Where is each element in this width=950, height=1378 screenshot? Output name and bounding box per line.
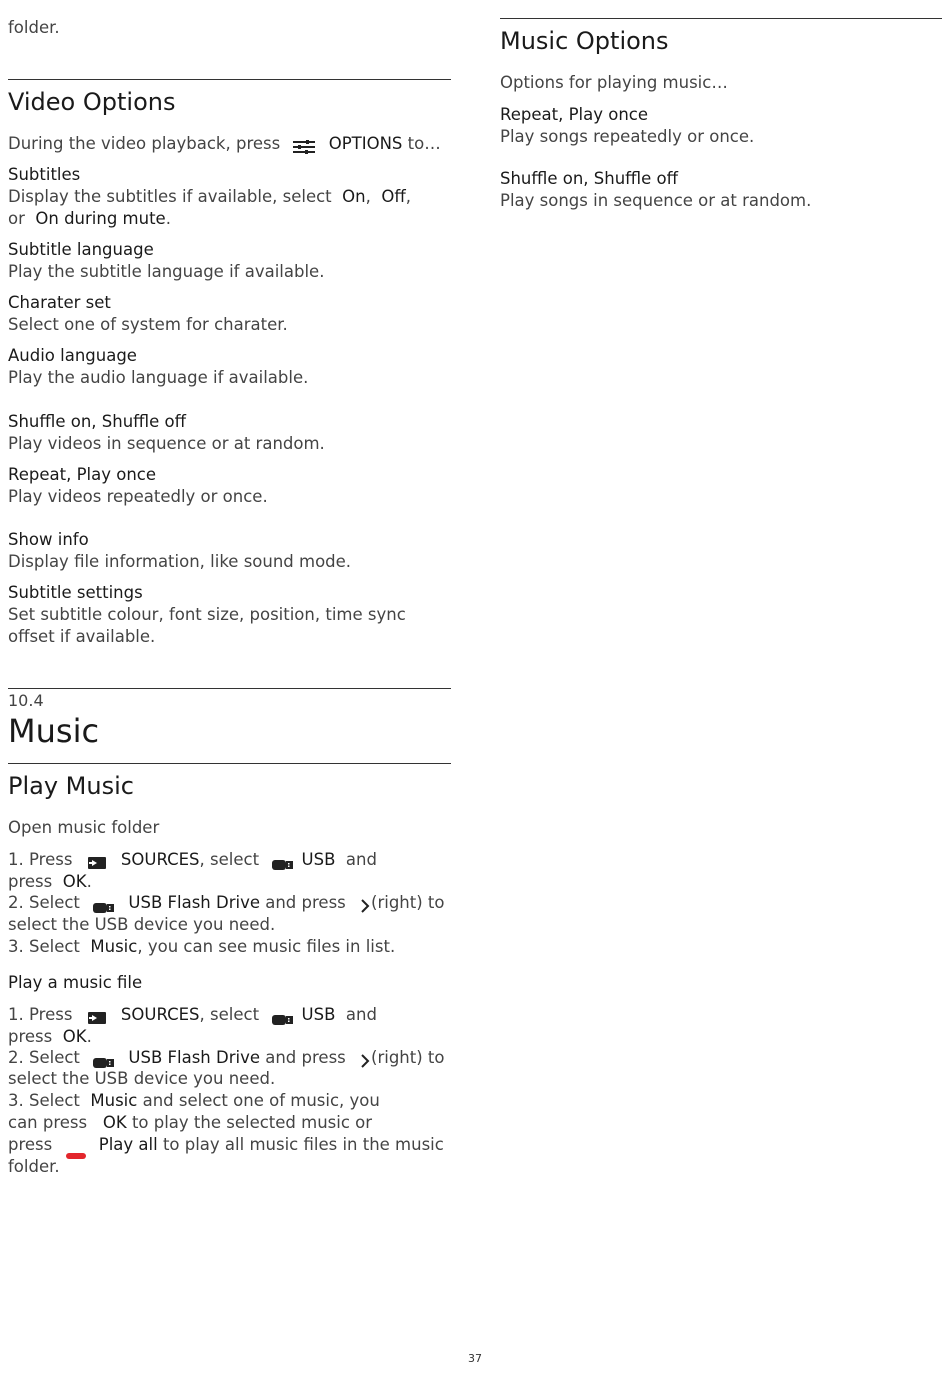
item-term: Subtitles	[8, 165, 81, 184]
item-desc: Select one of system for charater.	[8, 315, 288, 334]
step-text: and	[345, 850, 377, 869]
ok-label: OK	[62, 872, 87, 891]
step-line	[8, 1112, 372, 1134]
step-text: press	[8, 1135, 53, 1154]
step-text: and	[345, 1005, 377, 1024]
step-text: , you can see music files in list.	[137, 937, 396, 956]
item-term: Show info	[8, 530, 89, 549]
intro-text-end: to…	[407, 134, 441, 153]
chapter-title: Music	[8, 712, 100, 750]
item-desc: Play videos repeatedly or once.	[8, 487, 268, 506]
step-line	[8, 1134, 444, 1156]
step-text: and press	[265, 893, 346, 912]
step-text: (right) to	[371, 893, 445, 912]
video-options-intro	[8, 133, 441, 155]
music-options-intro: Options for playing music…	[500, 73, 728, 92]
item-term: Subtitle settings	[8, 583, 143, 602]
item-desc: Display file information, like sound mode.	[8, 552, 352, 571]
page-number: 37	[468, 1352, 482, 1365]
chapter-number: 10.4	[8, 691, 44, 710]
video-options-title: Video Options	[8, 88, 176, 116]
play-file-title: Play a music file	[8, 973, 143, 992]
usb-flash-drive-label: USB Flash Drive	[128, 893, 260, 912]
step-text: , select	[199, 1005, 260, 1024]
step-line	[8, 1090, 380, 1112]
step-line: folder.	[8, 1157, 60, 1176]
step-text: to play the selected music or	[131, 1113, 373, 1132]
on-label: On	[342, 187, 366, 206]
step-text: 3. Select	[8, 937, 80, 956]
step-line	[8, 1026, 92, 1048]
step-text: (right) to	[371, 1048, 445, 1067]
usb-icon	[272, 855, 294, 867]
step-text: press	[8, 1027, 53, 1046]
music-options-title: Music Options	[500, 27, 669, 55]
usb-icon	[93, 1053, 115, 1065]
step-line: select the USB device you need.	[8, 915, 276, 934]
off-label: Off	[381, 187, 406, 206]
item-term: Repeat, Play once	[500, 105, 649, 124]
item-term: Shuffle on, Shuffle off	[8, 412, 186, 431]
step-text: 3. Select	[8, 1091, 80, 1110]
music-label: Music	[90, 1091, 138, 1110]
step-text: 1. Press	[8, 850, 73, 869]
item-desc-cont	[8, 208, 171, 230]
desc-text: or	[8, 209, 25, 228]
item-desc: Play the subtitle language if available.	[8, 262, 325, 281]
item-desc: Play videos in sequence or at random.	[8, 434, 325, 453]
ok-label: OK	[62, 1027, 87, 1046]
step-text: to play all music files in the music	[162, 1135, 444, 1154]
step-line	[8, 892, 444, 914]
sources-icon	[86, 1009, 108, 1023]
item-desc: offset if available.	[8, 627, 156, 646]
play-music-title: Play Music	[8, 772, 134, 800]
step-line	[8, 871, 92, 893]
step-text: .	[86, 872, 92, 891]
desc-text: .	[165, 209, 171, 228]
desc-text: Display the subtitles if available, select	[8, 187, 332, 206]
step-text: 1. Press	[8, 1005, 73, 1024]
mute-label: On during mute	[35, 209, 166, 228]
open-folder-label: Open music folder	[8, 818, 160, 837]
usb-icon	[272, 1010, 294, 1022]
item-term: Subtitle language	[8, 240, 154, 259]
step-text: .	[86, 1027, 92, 1046]
step-line	[8, 1047, 444, 1069]
step-text: and press	[265, 1048, 346, 1067]
step-text: press	[8, 872, 53, 891]
divider	[8, 763, 451, 764]
sources-label: SOURCES	[120, 1005, 200, 1024]
chevron-right-icon	[359, 897, 371, 911]
red-key-icon	[66, 1143, 86, 1149]
item-desc: Display the subtitles if available, select On, Off,	[8, 187, 411, 206]
step-text: can press	[8, 1113, 88, 1132]
sources-icon	[86, 854, 108, 868]
step-text: 2. Select	[8, 893, 80, 912]
step-text: 2. Select	[8, 1048, 80, 1067]
ok-label: OK	[102, 1113, 127, 1132]
play-all-label: Play all	[98, 1135, 158, 1154]
usb-label: USB	[301, 1005, 336, 1024]
carry-text: folder.	[8, 18, 60, 37]
item-term: Audio language	[8, 346, 137, 365]
divider	[500, 18, 942, 19]
divider	[8, 688, 451, 689]
item-desc: Play songs in sequence or at random.	[500, 191, 812, 210]
music-label: Music	[90, 937, 138, 956]
step-text: , select	[199, 850, 260, 869]
item-term: Shuffle on, Shuffle off	[500, 169, 678, 188]
sources-label: SOURCES	[120, 850, 200, 869]
usb-label: USB	[301, 850, 336, 869]
chevron-right-icon	[359, 1052, 371, 1066]
options-icon	[293, 138, 315, 152]
item-desc: Play the audio language if available.	[8, 368, 309, 387]
usb-flash-drive-label: USB Flash Drive	[128, 1048, 260, 1067]
step-line	[8, 936, 395, 958]
item-desc: Set subtitle colour, font size, position, time sync	[8, 605, 406, 624]
step-line	[8, 1004, 377, 1026]
divider	[8, 79, 451, 80]
item-term: Repeat, Play once	[8, 465, 157, 484]
intro-text: During the video playback, press	[8, 134, 281, 153]
usb-icon	[93, 898, 115, 910]
step-line: select the USB device you need.	[8, 1069, 276, 1088]
step-line	[8, 849, 377, 871]
item-term: Charater set	[8, 293, 111, 312]
step-text: and select one of music, you	[142, 1091, 380, 1110]
item-desc: Play songs repeatedly or once.	[500, 127, 755, 146]
options-key-label: OPTIONS	[328, 134, 403, 153]
